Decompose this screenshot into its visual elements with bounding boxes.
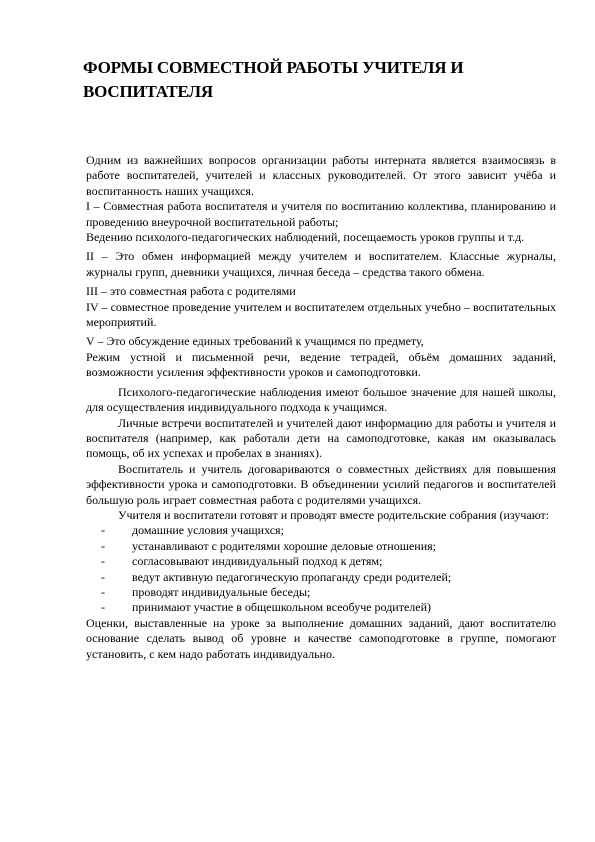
paragraph-psychology: Психолого-педагогические наблюдения имеют большое значение для нашей школы, для осуществления индивидуального подхода к учащимся. — [86, 384, 556, 415]
paragraph-form-3: III – это совместная работа с родителями — [86, 284, 296, 299]
activity-list — [86, 523, 556, 615]
paragraph-grades: Оценки, выставленные на уроке за выполнение домашних заданий, дают воспитателю основание сделать вывод об уровне и качестве самоподготовке в группе, помогают установить, с кем надо работать индивидуально. — [86, 615, 556, 661]
paragraph-observations: Ведению психолого-педагогических наблюдений, посещаемость уроков группы и т.д. — [86, 230, 525, 245]
paragraph-form-5: V – Это обсуждение единых требований к учащимся по предмету, — [86, 334, 424, 349]
title-line-1: ФОРМЫ СОВМЕСТНОЙ РАБОТЫ УЧИТЕЛЯ И — [83, 58, 464, 77]
document-body — [86, 153, 556, 662]
document-title — [83, 56, 533, 104]
list-dash: - — [101, 600, 105, 615]
list-item: - домашние условия учащихся; — [101, 523, 284, 538]
paragraph-parent-meetings: Учителя и воспитатели готовят и проводят вместе родительские собрания (изучают: — [118, 507, 550, 522]
title-line-2: ВОСПИТАТЕЛЯ — [83, 82, 213, 101]
paragraph-agreement: Воспитатель и учитель договариваются о совместных действиях для повышения эффективности урока и самоподготовки. В объединении усилий педагогов и воспитателей большую роль играет совместная работа с родителями учащихся. — [86, 461, 556, 507]
list-item: - устанавливают с родителями хорошие деловые отношения; — [101, 538, 436, 553]
list-item: - ведут активную педагогическую пропаганду среди родителей; — [101, 569, 452, 584]
paragraph-meetings: Личные встречи воспитателей и учителей дают информацию для работы и учителя и воспитателя (например, как работали дети на самоподготовке, какая им оказывалась помощь, об их успехах и пробелах в знаниях). — [86, 415, 556, 461]
paragraph-form-1: I – Совместная работа воспитателя и учителя по воспитанию коллектива, планированию и проведению внеурочной воспитательной работы; — [86, 199, 556, 229]
paragraph-form-4: IV – совместное проведение учителем и воспитателем отдельных учебно – воспитательных мероприятий. — [86, 299, 556, 330]
list-dash: - — [101, 554, 105, 569]
list-dash: - — [101, 584, 105, 599]
paragraph-form-2: II – Это обмен информацией между учителем и воспитателем. Классные журналы, журналы групп, дневники учащихся, личная беседа – средства такого обмена. — [86, 249, 556, 279]
list-dash: - — [101, 538, 105, 553]
list-item: - согласовывают индивидуальный подход к детям; — [101, 554, 383, 569]
list-item: - принимают участие в общешкольном всеобуче родителей) — [101, 600, 432, 615]
list-dash: - — [101, 569, 105, 584]
list-item: - проводят индивидуальные беседы; — [101, 584, 311, 599]
paragraph-requirements: Режим устной и письменной речи, ведение тетрадей, объём домашних заданий, возможности усиления эффективности уроков и самоподготовки. — [86, 349, 556, 380]
paragraph-intro: Одним из важнейших вопросов организации работы интерната является взаимосвязь в работе воспитателей, учителей и классных руководителей. От этого зависит учёба и воспитанность наших учащихся. — [86, 153, 556, 198]
list-dash: - — [101, 523, 105, 538]
